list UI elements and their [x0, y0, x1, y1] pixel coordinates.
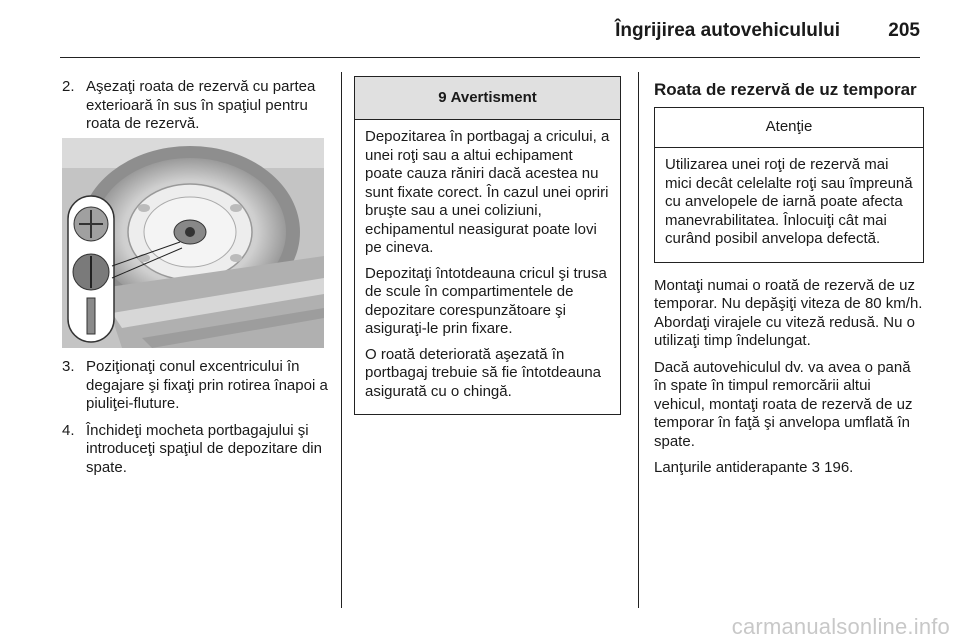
cross-reference-text: Lanţurile antiderapante [654, 459, 808, 476]
body-paragraph: Dacă autovehiculul dv. va avea o pană în spate în timpul remorcării altui vehicul, montaţi roata de rezervă de uz temporar în faţă şi anvelopa umflată în spate. [654, 358, 913, 450]
page-number: 205 [888, 20, 920, 41]
step-number: 3. [62, 358, 75, 375]
column-divider-2 [638, 72, 639, 608]
warning-paragraph: O roată deteriorată aşezată în portbagaj trebuie să fie întotdeauna asigurată cu o chingă. [365, 345, 602, 400]
cross-reference [654, 459, 924, 478]
spare-wheel-figure [62, 138, 324, 348]
watermark: carmanualsonline.info [731, 614, 950, 639]
warning-body [355, 120, 620, 414]
step-2 [62, 78, 330, 134]
column-1 [62, 58, 330, 134]
warning-paragraph: Depozitaţi întotdeauna cricul şi trusa de scule în compartimentele de depozitare corespunzătoare şi asiguraţi-le prin fixare. [365, 264, 607, 337]
chapter-title: Îngrijirea autovehiculului [615, 20, 840, 41]
step-number: 4. [62, 421, 75, 439]
warning-box [354, 76, 621, 415]
column-1-lower [62, 358, 330, 477]
step-4 [62, 422, 330, 478]
warning-paragraph: Depozitarea în portbagaj a cricului, a unei roţi sau a altui echipament poate cauza răniri dacă acestea nu sunt fixate corect. În cazul unei opriri bruşte sau a unei coliziuni, echipamentul neasigurat poate lovi pe cineva. [365, 128, 610, 256]
step-text: Închideţi mocheta portbagajului şi introduceţi spaţiul de depozitare din spate. [86, 421, 322, 476]
caution-header: Atenţie [655, 108, 923, 148]
step-number: 2. [62, 78, 75, 95]
column-divider-1 [341, 72, 342, 608]
step-3 [62, 358, 330, 414]
caution-box [654, 107, 924, 263]
caution-body [655, 148, 923, 262]
warning-triangle-icon: 9 [438, 88, 447, 106]
page-header [60, 0, 920, 58]
section-heading: Roata de rezervă de uz temporar [654, 80, 917, 99]
cross-reference-page[interactable]: 196. [824, 459, 854, 476]
warning-header [355, 77, 620, 120]
step-text: Poziţionaţi conul excentricului în degajare şi fixaţi prin rotirea înapoi a piuliţei-fluture. [86, 358, 328, 412]
body-paragraph: Montaţi numai o roată de rezervă de uz temporar. Nu depăşiţi viteza de 80 km/h. Abordaţi virajele cu viteză redusă. Nu o utilizaţi timp îndelungat. [654, 276, 923, 349]
page-reference-icon: 3 [811, 459, 820, 476]
column-2 [354, 76, 621, 415]
caution-text: Utilizarea unei roţi de rezervă mai mici decât celelalte roţi sau împreună cu anvelopele de iarnă poate afecta manevrabilitatea. Înlocuiţi cât mai curând posibil anvelopa defectă. [665, 156, 913, 247]
spare-wheel-illustration-icon [62, 138, 324, 348]
warning-title: Avertisment [450, 88, 537, 106]
column-3 [654, 58, 924, 486]
step-text: Aşezaţi roata de rezervă cu partea exterioară în sus în spaţiul pentru roata de rezervă. [86, 78, 316, 132]
